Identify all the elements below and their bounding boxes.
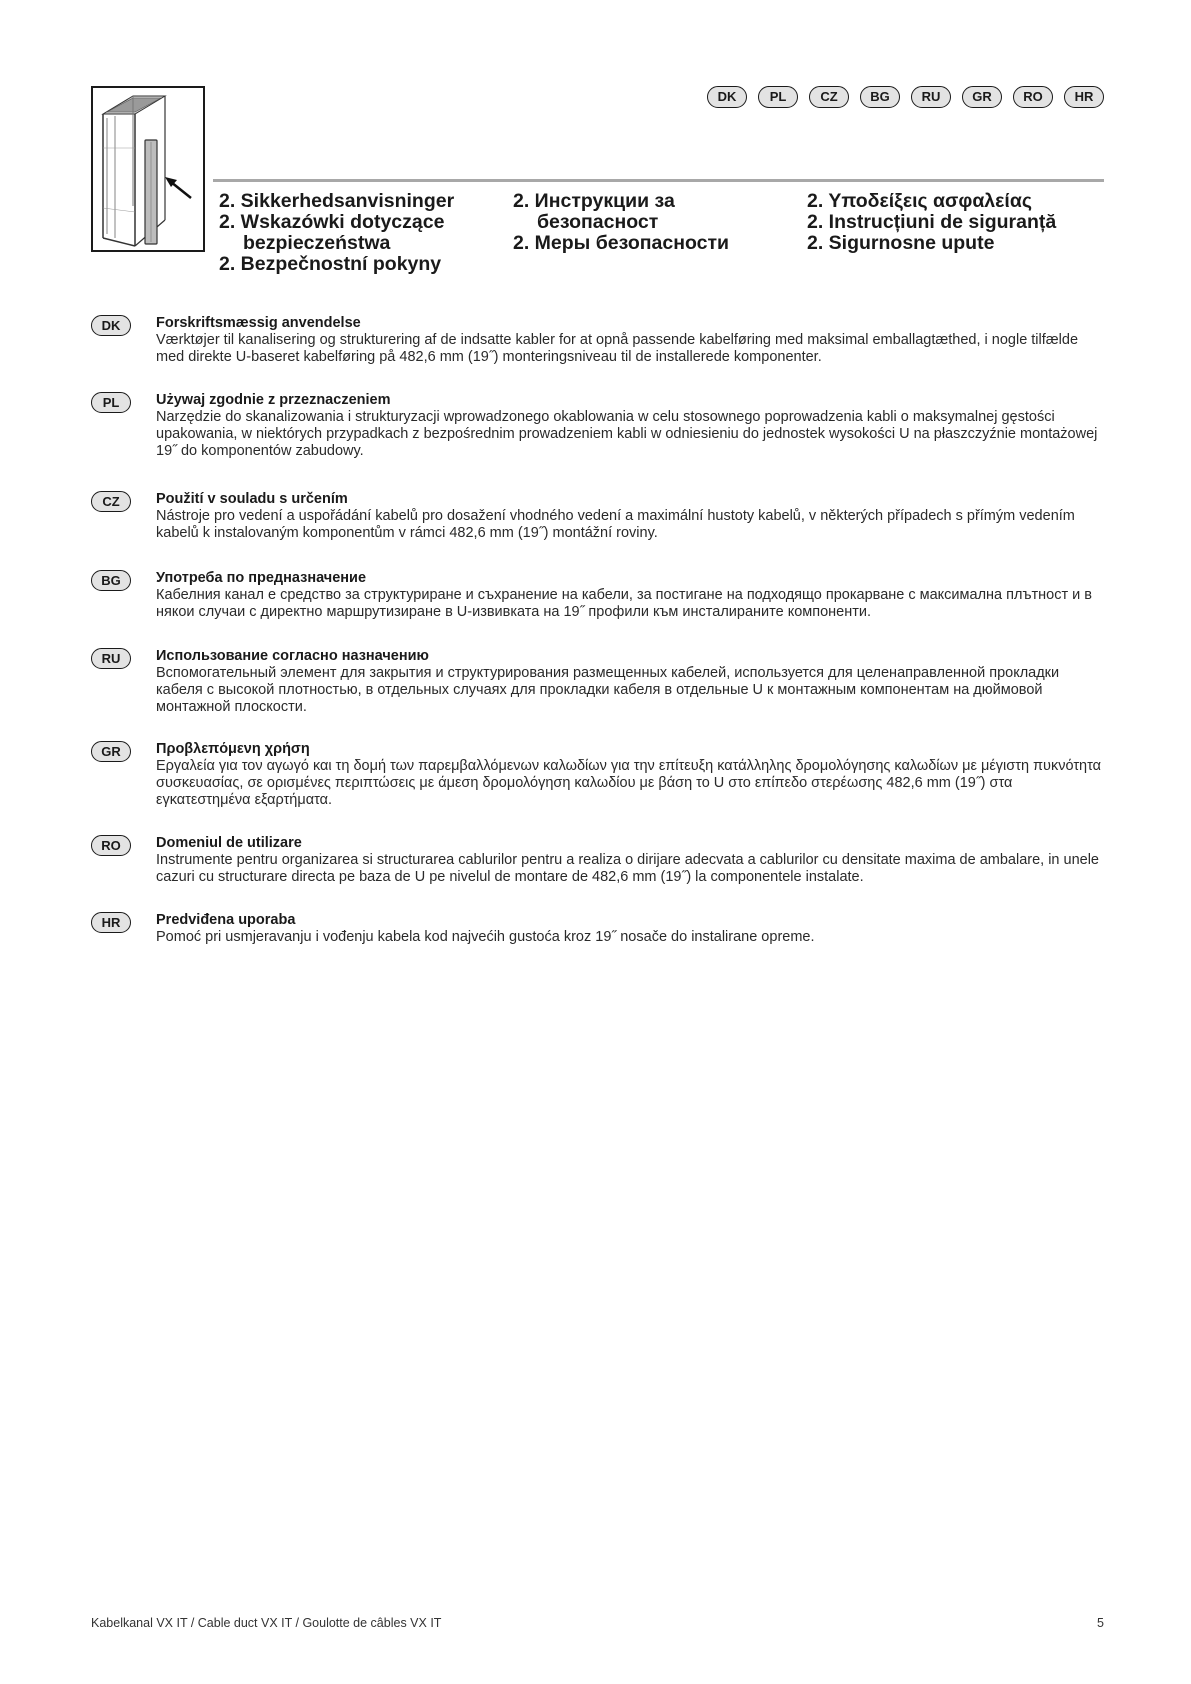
heading-line: 2. Wskazówki dotyczące <box>219 211 445 233</box>
section-body: Εργαλεία για τον αγωγό και τη δομή των παρεμβαλλόμενων καλωδίων για την επίτευξη κατάλληλης δρομολόγησης καλωδίων με μέγιστη πυκνότητα συσκευασίας, σε ορισμένες περιπτώσεις με άμεση δρομολόγηση καλωδίου με βάση το U στο επίπεδο στερέωσης 482,6 mm (19˝) στα εγκατεστημένα εξαρτήματα. <box>156 758 1102 808</box>
heading-column-3 <box>807 191 1056 254</box>
lang-badge-pl: PL <box>91 392 131 413</box>
lang-pill-hr: HR <box>1064 86 1104 108</box>
section-gr <box>91 741 1105 809</box>
section-title: Domeniul de utilizare <box>156 835 302 851</box>
language-pills <box>707 86 1104 108</box>
lang-badge-dk: DK <box>91 315 131 336</box>
heading-column-2 <box>513 191 729 254</box>
lang-badge-gr: GR <box>91 741 131 762</box>
section-bg <box>91 570 1105 621</box>
product-illustration <box>91 86 205 252</box>
section-body: Pomoć pri usmjeravanju i vođenju kabela kod najvećih gustoća kroz 19˝ nosače do instalirane opreme. <box>156 929 815 945</box>
section-ru <box>91 648 1105 716</box>
section-title: Używaj zgodnie z przeznaczeniem <box>156 392 391 408</box>
heading-line: 2. Bezpečnostní pokyny <box>219 253 442 275</box>
section-title: Predviđena uporaba <box>156 912 296 928</box>
heading-line: безопасност <box>537 211 659 233</box>
heading-line: 2. Instrucțiuni de siguranță <box>807 211 1057 233</box>
section-body: Nástroje pro vedení a uspořádání kabelů pro dosažení vhodného vedení a maximální hustoty kabelů, v některých případech s přímým vedením kabelů k instalovaným komponentům v rámci 482,6 mm (19˝) montážní roviny. <box>156 508 1075 541</box>
heading-line: 2. Sigurnosne upute <box>807 232 995 254</box>
section-title: Употреба по предназначение <box>156 570 367 586</box>
heading-line: 2. Меры безопасности <box>513 232 730 254</box>
rack-cable-duct-illustration <box>93 88 203 250</box>
section-dk <box>91 315 1105 366</box>
section-body: Narzędzie do skanalizowania i strukturyzacji wprowadzonego okablowania w celu stosownego poprowadzenia kabli o maksymalnej gęstości upakowania, w niektórych przypadkach z bezpośrednim prowadzeniem kabli w odniesieniu do jednostek wysokości U na płaszczyźnie montażowej 19˝ do komponentów zabudowy. <box>156 409 1098 459</box>
header-divider <box>213 179 1104 182</box>
section-title: Použití v souladu s určením <box>156 491 348 507</box>
lang-pill-ro: RO <box>1013 86 1053 108</box>
heading-line: 2. Υποδείξεις ασφαλείας <box>807 190 1032 212</box>
heading-line: bezpieczeństwa <box>243 232 391 254</box>
footer-title: Kabelkanal VX IT / Cable duct VX IT / Goulotte de câbles VX IT <box>91 1616 442 1630</box>
lang-pill-pl: PL <box>758 86 798 108</box>
section-body: Værktøjer til kanalisering og strukturering af de indsatte kabler for at opnå passende kabelføring med maksimal emballagtæthed, i nogle tilfælde med direkte U-baseret kabelføring på 482,6 mm (19˝) monteringsniveau til de installerede komponenter. <box>156 332 1079 365</box>
page-number: 5 <box>1097 1616 1104 1630</box>
section-ro <box>91 835 1105 886</box>
lang-badge-cz: CZ <box>91 491 131 512</box>
section-title: Использование согласно назначению <box>156 648 429 664</box>
lang-pill-bg: BG <box>860 86 900 108</box>
lang-pill-dk: DK <box>707 86 747 108</box>
section-body: Instrumente pentru organizarea si structurarea cablurilor pentru a realiza o dirijare adecvata a cablurilor cu densitate maxima de ambalare, in unele cazuri cu structurare directa pe baza de U pe nivelul de montare de 482,6 mm (19˝) la componentele instalate. <box>156 852 1099 885</box>
lang-pill-gr: GR <box>962 86 1002 108</box>
heading-line: 2. Инструкции за <box>513 190 675 212</box>
section-body: Вспомогательный элемент для закрытия и структурирования размещенных кабелей, используется для целенаправленной прокладки кабеля с высокой плотностью, в отдельных случаях для прокладки кабеля в отдельные U к монтажным компонентам на дюймовой монтажной плоскости. <box>156 665 1060 715</box>
lang-badge-ru: RU <box>91 648 131 669</box>
section-pl <box>91 392 1105 460</box>
section-title: Forskriftsmæssig anvendelse <box>156 315 361 331</box>
lang-pill-ru: RU <box>911 86 951 108</box>
section-hr <box>91 912 1105 946</box>
section-title: Προβλεπόμενη χρήση <box>156 741 310 757</box>
heading-column-1 <box>219 191 454 275</box>
lang-badge-ro: RO <box>91 835 131 856</box>
lang-badge-bg: BG <box>91 570 131 591</box>
section-body: Кабелния канал е средство за структуриране и съхранение на кабели, за постигане на подходящо прокарване с максимална плътност и в някои случаи с директно маршрутизиране в U-извивката на 19˝ профили към инсталираните компоненти. <box>156 587 1092 620</box>
lang-badge-hr: HR <box>91 912 131 933</box>
section-cz <box>91 491 1105 542</box>
lang-pill-cz: CZ <box>809 86 849 108</box>
heading-line: 2. Sikkerhedsanvisninger <box>219 190 455 212</box>
